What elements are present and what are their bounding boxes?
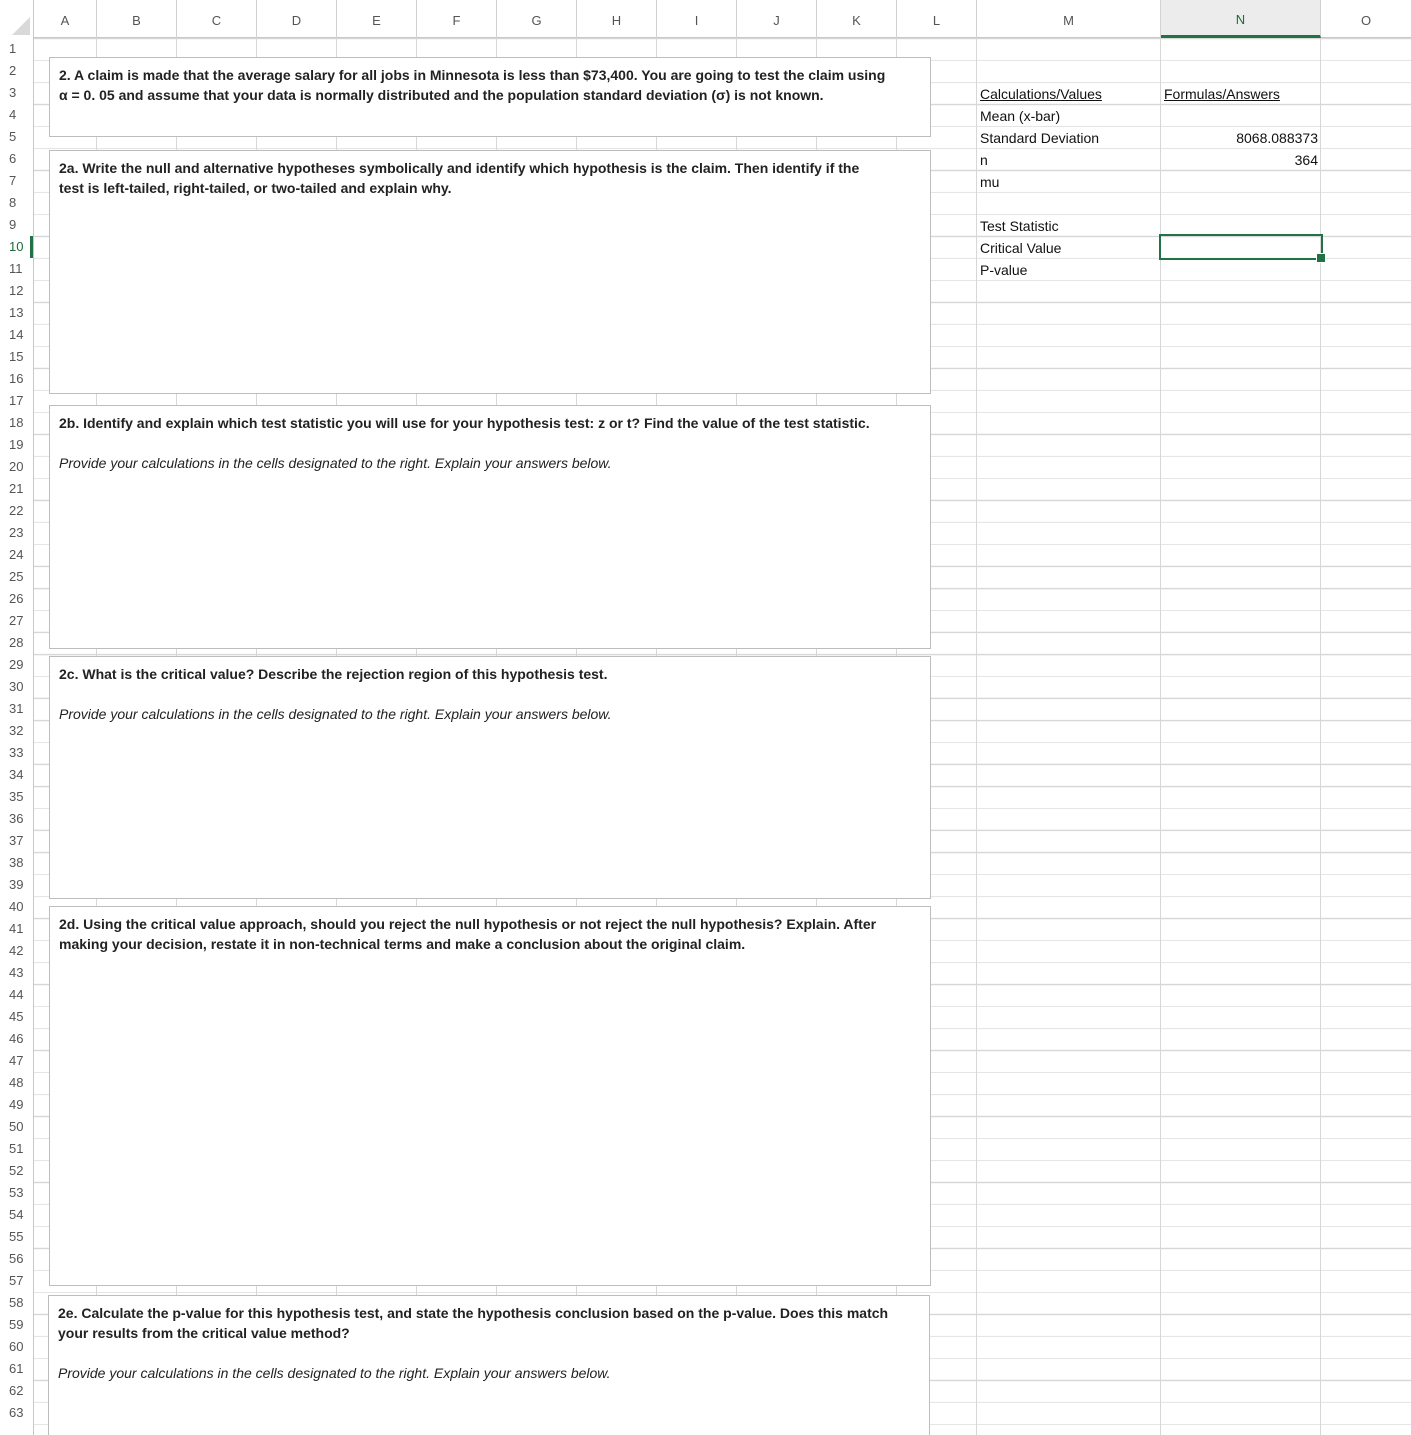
formulas-answers-header[interactable]: Formulas/Answers [1164, 86, 1280, 102]
standard-deviation-value[interactable]: 8068.088373 [1236, 130, 1318, 146]
row-header-3[interactable]: 3 [9, 85, 17, 100]
row-header-59[interactable]: 59 [9, 1317, 24, 1332]
question-2a-textbox[interactable] [49, 150, 931, 394]
question-2c-hint: Provide your calculations in the cells designated to the right. Explain your answers below. [59, 706, 612, 722]
row-header-41[interactable]: 41 [9, 921, 24, 936]
row-header-6[interactable]: 6 [9, 151, 17, 166]
row-header-40[interactable]: 40 [9, 899, 24, 914]
row-header-50[interactable]: 50 [9, 1119, 24, 1134]
row-header-61[interactable]: 61 [9, 1361, 24, 1376]
row-header-9[interactable]: 9 [9, 217, 17, 232]
row-header-26[interactable]: 26 [9, 591, 24, 606]
row-header-12[interactable]: 12 [9, 283, 24, 298]
row-header-44[interactable]: 44 [9, 987, 24, 1002]
question-2-text: 2. A claim is made that the average salary for all jobs in Minnesota is less than $73,400. You are going to test the claim using α = 0. 05 and assume that your data is normally distributed and the population standard deviation (σ) is not known. [59, 67, 886, 103]
row-header-5[interactable]: 5 [9, 129, 17, 144]
column-header-j[interactable]: J [737, 0, 817, 38]
row-header-14[interactable]: 14 [9, 327, 24, 342]
column-header-f[interactable]: F [417, 0, 497, 38]
n-label[interactable]: n [980, 152, 988, 168]
row-header-bar [0, 38, 34, 1435]
row-header-55[interactable]: 55 [9, 1229, 24, 1244]
row-header-38[interactable]: 38 [9, 855, 24, 870]
question-2-textbox[interactable] [49, 57, 931, 137]
test-statistic-label[interactable]: Test Statistic [980, 218, 1059, 234]
column-header-c[interactable]: C [177, 0, 257, 38]
question-2b-textbox[interactable] [49, 405, 931, 649]
row-header-54[interactable]: 54 [9, 1207, 24, 1222]
row-header-1[interactable]: 1 [9, 41, 17, 56]
row-header-28[interactable]: 28 [9, 635, 24, 650]
column-header-bar [0, 0, 1411, 38]
row-header-62[interactable]: 62 [9, 1383, 24, 1398]
row-header-43[interactable]: 43 [9, 965, 24, 980]
row-header-33[interactable]: 33 [9, 745, 24, 760]
row-header-49[interactable]: 49 [9, 1097, 24, 1112]
select-all-triangle-icon [12, 17, 30, 35]
row-header-2[interactable]: 2 [9, 63, 17, 78]
question-2e-hint: Provide your calculations in the cells designated to the right. Explain your answers below. [58, 1365, 611, 1381]
row-header-60[interactable]: 60 [9, 1339, 24, 1354]
row-header-15[interactable]: 15 [9, 349, 24, 364]
column-header-l[interactable]: L [897, 0, 977, 38]
question-2c-textbox[interactable] [49, 656, 931, 899]
column-header-n[interactable]: N [1161, 0, 1321, 38]
row-header-4[interactable]: 4 [9, 107, 17, 122]
row-header-39[interactable]: 39 [9, 877, 24, 892]
row-header-51[interactable]: 51 [9, 1141, 24, 1156]
question-2d-textbox[interactable] [49, 906, 931, 1286]
select-all-corner[interactable] [0, 0, 34, 38]
question-2a-text: 2a. Write the null and alternative hypotheses symbolically and identify which hypothesis is the claim. Then identify if the test is left-tailed, right-tailed, or two-tailed and explain why. [59, 160, 860, 196]
row-header-32[interactable]: 32 [9, 723, 24, 738]
mu-label[interactable]: mu [980, 174, 1000, 190]
column-header-k[interactable]: K [817, 0, 897, 38]
column-header-o[interactable]: O [1360, 13, 1372, 28]
row-header-10[interactable]: 10 [0, 236, 33, 258]
calc-values-header[interactable]: Calculations/Values [980, 86, 1102, 102]
row-header-52[interactable]: 52 [9, 1163, 24, 1178]
row-header-57[interactable]: 57 [9, 1273, 24, 1288]
row-header-24[interactable]: 24 [9, 547, 24, 562]
row-header-42[interactable]: 42 [9, 943, 24, 958]
row-header-53[interactable]: 53 [9, 1185, 24, 1200]
row-header-25[interactable]: 25 [9, 569, 24, 584]
row-header-29[interactable]: 29 [9, 657, 24, 672]
row-header-56[interactable]: 56 [9, 1251, 24, 1266]
row-header-21[interactable]: 21 [9, 481, 24, 496]
column-header-i[interactable]: I [657, 0, 737, 38]
column-header-a[interactable]: A [34, 0, 97, 38]
row-header-27[interactable]: 27 [9, 613, 24, 628]
mean-label[interactable]: Mean (x-bar) [980, 108, 1061, 124]
column-header-d[interactable]: D [257, 0, 337, 38]
question-2e-text: 2e. Calculate the p-value for this hypothesis test, and state the hypothesis conclusion based on the p-value. Does this match your results from the critical value method? [58, 1305, 889, 1341]
column-header-m[interactable]: M [977, 0, 1161, 38]
row-header-17[interactable]: 17 [9, 393, 24, 408]
standard-deviation-label[interactable]: Standard Deviation [980, 130, 1100, 146]
critical-value-label[interactable]: Critical Value [980, 240, 1062, 256]
column-header-e[interactable]: E [337, 0, 417, 38]
question-2d-text: 2d. Using the critical value approach, should you reject the null hypothesis or not reject the null hypothesis? Explain. After making your decision, restate it in non-technical terms and make a conclusion about the original claim. [59, 916, 877, 952]
row-header-63[interactable]: 63 [9, 1405, 24, 1420]
question-2e-textbox[interactable] [48, 1295, 930, 1435]
column-header-b[interactable]: B [97, 0, 177, 38]
row-header-34[interactable]: 34 [9, 767, 24, 782]
p-value-label[interactable]: P-value [980, 262, 1028, 278]
row-header-8[interactable]: 8 [9, 195, 17, 210]
row-header-19[interactable]: 19 [9, 437, 24, 452]
row-header-45[interactable]: 45 [9, 1009, 24, 1024]
row-header-36[interactable]: 36 [9, 811, 24, 826]
row-header-47[interactable]: 47 [9, 1053, 24, 1068]
question-2b-text: 2b. Identify and explain which test statistic you will use for your hypothesis test: z or t? Find the value of the test statistic. [59, 415, 870, 431]
row-header-20[interactable]: 20 [9, 459, 24, 474]
row-header-31[interactable]: 31 [9, 701, 24, 716]
row-header-30[interactable]: 30 [9, 679, 24, 694]
row-header-7[interactable]: 7 [9, 173, 17, 188]
fill-handle[interactable] [1316, 253, 1326, 263]
row-header-58[interactable]: 58 [9, 1295, 24, 1310]
row-header-37[interactable]: 37 [9, 833, 24, 848]
n-value[interactable]: 364 [1294, 152, 1318, 168]
row-header-18[interactable]: 18 [9, 415, 24, 430]
row-header-46[interactable]: 46 [9, 1031, 24, 1046]
row-header-13[interactable]: 13 [9, 305, 24, 320]
column-header-g[interactable]: G [497, 0, 577, 38]
row-header-11[interactable]: 11 [9, 261, 23, 276]
column-header-h[interactable]: H [577, 0, 657, 38]
active-cell-n10[interactable] [1159, 234, 1323, 260]
question-2b-hint: Provide your calculations in the cells designated to the right. Explain your answers below. [59, 455, 612, 471]
row-header-16[interactable]: 16 [9, 371, 24, 386]
row-header-35[interactable]: 35 [9, 789, 24, 804]
question-2c-text: 2c. What is the critical value? Describe the rejection region of this hypothesis test. [59, 666, 608, 682]
row-header-23[interactable]: 23 [9, 525, 24, 540]
row-header-48[interactable]: 48 [9, 1075, 24, 1090]
row-header-22[interactable]: 22 [9, 503, 24, 518]
